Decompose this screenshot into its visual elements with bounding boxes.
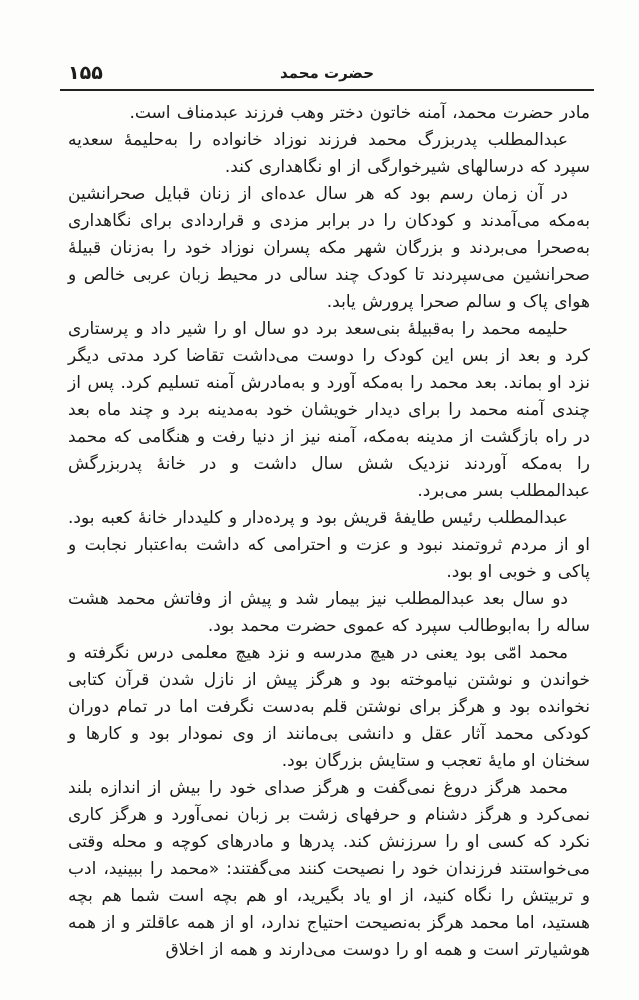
paragraph: عبدالمطلب پدربزرگ محمد فرزند نوزاد خانواده را به‌حلیمهٔ سعدیه سپرد که درسالهای شیرخوارگی از او نگاهداری کند. xyxy=(68,130,590,177)
running-head: حضرت محمد xyxy=(279,64,375,82)
page-body xyxy=(68,100,590,964)
paragraph: مادر حضرت محمد، آمنه خاتون دختر وهب فرزند عبدمناف است. xyxy=(129,103,590,123)
page-header xyxy=(60,58,594,88)
paragraph: دو سال بعد عبدالمطلب نیز بیمار شد و پیش از وفاتش محمد هشت ساله را به‌ابوطالب سپرد که عموی حضرت محمد بود. xyxy=(68,589,590,636)
paragraph: محمد هرگز دروغ نمی‌گفت و هرگز صدای خود را بیش از اندازه بلند نمی‌کرد و هرگز دشنام و حرفهای زشت بر زبان نمی‌آورد و هرگز کاری نکرد که کسی او را سرزنش کند. پدرها و مادرهای کوچه و محله وقتی می‌خواستند فرزندان خود را نصیحت کنند می‌گفتند: «محمد را ببینید، ادب و تربیتش را نگاه کنید، از او یاد بگیرید، او هم بچه است شما هم بچه هستید، اما محمد هرگز به‌نصیحت احتیاج ندارد، او از همه عاقلتر و از همه هوشیارتر است و همه او را دوست می‌دارند و همه از اخلاق xyxy=(68,778,590,960)
page-number: ۱۵۵ xyxy=(68,62,103,84)
paragraph: عبدالمطلب رئیس طایفهٔ قریش بود و پرده‌دار و کلیددار خانهٔ کعبه بود. او از مردم ثروتمند نبود و عزت و احترامی که داشت به‌اعتبار نجابت و پاکی و خوبی او بود. xyxy=(68,508,590,582)
paragraph: در آن زمان رسم بود که هر سال عده‌ای از زنان قبایل صحرانشین به‌مکه می‌آمدند و کودکان را در برابر مزدی و قراردادی برای نگاهداری به‌صحرا می‌بردند و بزرگان شهر مکه پسران نوزاد خود را به‌زنان قبیلهٔ صحرانشین می‌سپردند تا کودک چند سالی در محیط زبان عربی خالص و هوای پاک و سالم صحرا پرورش یابد. xyxy=(68,184,590,312)
paragraph: حلیمه محمد را به‌قبیلهٔ بنی‌سعد برد دو سال او را شیر داد و پرستاری کرد و بعد از بس این کودک را دوست می‌داشت تقاضا کرد مدتی دیگر نزد او بماند. بعد محمد را به‌مکه آورد و به‌مادرش آمنه تسلیم کرد. پس از چندی آمنه محمد را برای دیدار خویشان خود به‌مدینه برد و چند ماه بعد در راه بازگشت از مدینه به‌مکه، آمنه نیز از دنیا رفت و هنگامی که محمد را به‌مکه آوردند نزدیک شش سال داشت و در خانهٔ پدربزرگش عبدالمطلب بسر می‌برد. xyxy=(68,319,590,501)
paragraph: محمد امّی بود یعنی در هیچ مدرسه و نزد هیچ معلمی درس نگرفته و خواندن و نوشتن نیاموخته بود و هرگز پیش از نازل شدن قرآن کتابی نخوانده بود و هرگز برای نوشتن قلم به‌دست نگرفت اما در تمام دوران کودکی محمد آثار عقل و دانشی بی‌مانند از وی نمودار بود و کارها و سخنان او مایهٔ تعجب و ستایش بزرگان بود. xyxy=(68,643,590,771)
header-rule xyxy=(60,89,594,91)
